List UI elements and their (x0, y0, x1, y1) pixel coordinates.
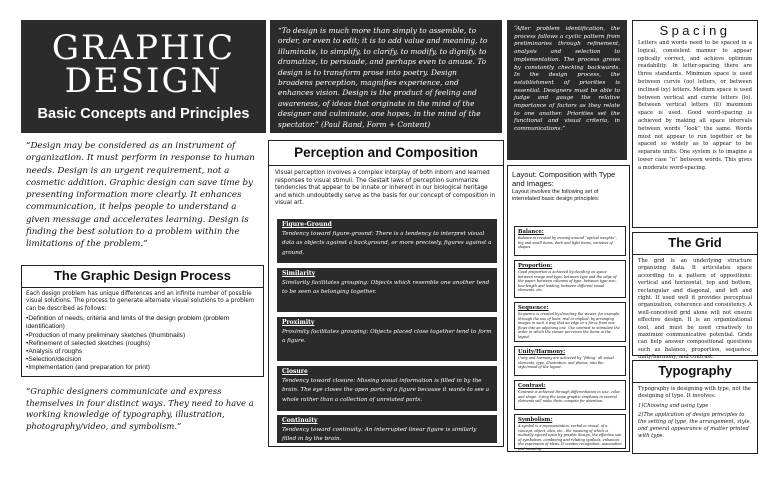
grid-heading: The Grid (633, 233, 757, 255)
layout-item-unity-harmony (514, 346, 626, 376)
principle-text: Tendency toward continuity: An interrupted linear figure is similarly filled in by the brain. (282, 427, 477, 443)
design-process-steps (22, 315, 263, 372)
principle-title: Figure-Ground (282, 221, 332, 228)
layout-item-text: Balance is created by moving around “optical weights”, big and small items, dark and light items, varieties of shapes. (518, 236, 617, 250)
perception-panel (268, 140, 504, 447)
principle-text: Tendency toward closure: Missing visual information is filled in by the brain. The eye closes the open parts of a figure because it wants to see a whole rather than a collection of unrelated parts. (282, 378, 490, 403)
layout-item-title: Sequence: (518, 305, 549, 311)
quote-paul-rand: “To design is much more than simply to assemble, to order, or even to edit; it is to add value and meaning, to illuminate, to simplify, to clarify, to modify, to dignify, to dramatize, to persuade, and perhaps even to amuse. To design is to transform prose into poetry. Design broadens perception, magnifies experience, and enhances vision. Design is the product of feeling and awareness, of ideas that originate in the mind of the designer and culminate, one hopes, in the mind of the spectator.” (Paul Rand, Form + Content) (270, 20, 502, 133)
title-block (21, 20, 266, 133)
quote-four-ways: “Graphic designers communicate and express themselves in four distinct ways. They need to have a working knowledge of typography, illustration, photography/video, and symbolism.” (26, 386, 254, 431)
layout-panel (507, 165, 630, 452)
layout-item-title: Balance: (518, 229, 544, 235)
grid-text: The grid is an underlying structure organizing data. It articulates space according to a pattern of oppositions: vertical and horizontal, top and bottom, rectangular and diagonal, and left and right. If used well it provides perceptual organization, coherence and consistency. A well-conceived grid alone will not ensure effective design. It is an organizational tool, and must be used creatively to maximize communicative potential. Grids can help answer compositional questions such as balance, proportion, sequence, unity/harmony, and contrast. (638, 258, 752, 361)
layout-item-text: Contrast is achieved through differentiation in size, color, and shape. Using the same graphic emphasis in several elements will make them compete for attention. (518, 390, 621, 404)
layout-item-contrast (514, 380, 626, 410)
layout-item-title: Contrast: (518, 383, 546, 389)
layout-item-text: Sequence is created by directing the viewer, for example, through the use of lines, real or implied, by arranging images in such a way that an edge or a force from one flows into an adjoining one. Use contrast to stimulate the order in which the viewer perceives the items in the layout. (518, 312, 621, 339)
principle-text: Similarity facilitates grouping: Objects which resemble one another tend to be seen as belonging together. (282, 280, 490, 296)
layout-item-proportion (514, 260, 626, 298)
design-process-heading: The Graphic Design Process (22, 266, 263, 288)
design-process-panel (21, 265, 264, 377)
page-title (21, 28, 266, 101)
principle-title: Similarity (282, 270, 316, 277)
principle-similarity (277, 268, 497, 312)
page-subtitle: Basic Concepts and Principles (37, 106, 250, 122)
layout-item-title: Proportion: (518, 263, 553, 269)
list-item: • Production of many preliminary sketches (thumbnails) (26, 332, 259, 340)
typography-intro: Typography is designing with type, not the designing of type. It involves: (638, 386, 751, 399)
layout-item-title: Symbolism: (518, 417, 553, 423)
list-item: 1)Choosing and using type (638, 403, 709, 409)
list-item: • Analysis of roughs (26, 348, 259, 356)
layout-item-sequence (514, 302, 626, 342)
list-item: • Selection/decision (26, 356, 259, 364)
layout-item-text: Good proportion is achieved by deciding on space between image and type, between type and the edge of the paper, between columns of type, between type size, line-length and leading, between different visual elements, etc. (518, 270, 617, 293)
grid-panel (632, 232, 758, 361)
list-item: 2)The application of design principles to the setting of type, the arrangement, style, and general appearance of matter printed with type. (638, 412, 752, 439)
layout-heading: Layout: Composition with Type and Images: (512, 170, 616, 188)
quote-design-instrument: “Design may be considered as an instrument of organization. It must perform in response to human needs. Design is an urgent requirement, not a cosmetic addition. Graphic design can save time by presenting information more clearly. It enhances communication, it helps people to understand a given message and accelerates learning. Design is finding the best solution to a problem within the limitations of the problem.” (26, 141, 255, 250)
principle-title: Proximity (282, 319, 315, 326)
principle-text: Tendency toward figure-ground: There is a tendency to interpret visual data as objects against a background, or more precisely, figures against a ground. (282, 231, 492, 256)
layout-item-text: A symbol is a representation, verbal or visual, of a concept, object, idea, etc., the meaning of which is mutually agreed upon by graphic design, the effective use of symbolism, combining and relating symbols, enhances the expression of ideas. It creates recognition, association and meaning. (518, 424, 622, 451)
principle-title: Closure (282, 368, 308, 375)
list-item: • Definition of needs, criteria and limits of the design problem (problem identification) (26, 315, 259, 331)
layout-item-balance (514, 226, 626, 256)
spacing-panel (632, 20, 758, 228)
layout-intro: Layout involves the following set of interrelated basic design principles: (512, 189, 600, 202)
list-item: • Implementation (and preparation for print) (26, 364, 259, 372)
design-process-intro: Each design problem has unique differences and an infinite number of possible visual solutions. The process to generate alternate visual solutions to a problem can be described as follows: (26, 291, 255, 312)
layout-item-text: Unity and harmony are achieved by “fitting” all visual elements, type, illustration, and photos, into the style/mood of the layout. (518, 356, 614, 370)
principle-continuity (277, 415, 497, 443)
title-line-1: GRAPHIC (51, 28, 236, 68)
principle-figure-ground (277, 219, 497, 263)
typography-heading: Typography (633, 361, 757, 383)
quote-design-process: “After problem identification, the process follows a cyclic pattern from preliminaries through refinement, analysis and selection to implementation. The process grows by constantly checking backwards. In the design process, the establishment of priorities is essential. Designers must be able to judge and gauge the relative importance of factors as they relate to one another. Priorities set the functional and visual criteria, in communications.” (507, 20, 627, 160)
layout-item-title: Unity/Harmony: (518, 349, 566, 355)
principle-title: Continuity (282, 417, 318, 424)
list-item: • Refinement of selected sketches (roughs) (26, 340, 259, 348)
layout-item-symbolism (514, 414, 626, 449)
spacing-heading: Spacing (659, 23, 731, 38)
principle-closure (277, 366, 497, 411)
typography-panel (632, 360, 758, 454)
principle-text: Proximity facilitates grouping: Objects placed close together tend to form a figure. (282, 329, 492, 345)
perception-heading: Perception and Composition (269, 141, 503, 166)
perception-intro: Visual perception involves a complex interplay of both inborn and learned responses to visual stimuli. The Gestalt laws of perception summarize tendencies that appear to be innate or inherent in our biological heritage and which undoubtedly serve as the basis for our concept of composition in visual art. (275, 170, 496, 207)
title-line-2: DESIGN (64, 61, 223, 101)
principle-proximity (277, 317, 497, 361)
spacing-text: Letters and words need to be spaced in a logical, consistent manner to appear optically correct, and achieve optimum readability. In letter-spacing there are three standards. Minimum space is used between curvie (oo) letters, or between inclined (xy) letters. Medium space is used between vertical and curvie letters (lo). Between vertical letters (ll) maximum space is used. Good word-spacing is achieved by making all space intervals between words “look” the same. Words must not appear to run together or be spaced so widely as to appear to be separate units. One system is to imagine a lower case “n” between words. This gives a moderate word-spacing. (638, 40, 752, 171)
